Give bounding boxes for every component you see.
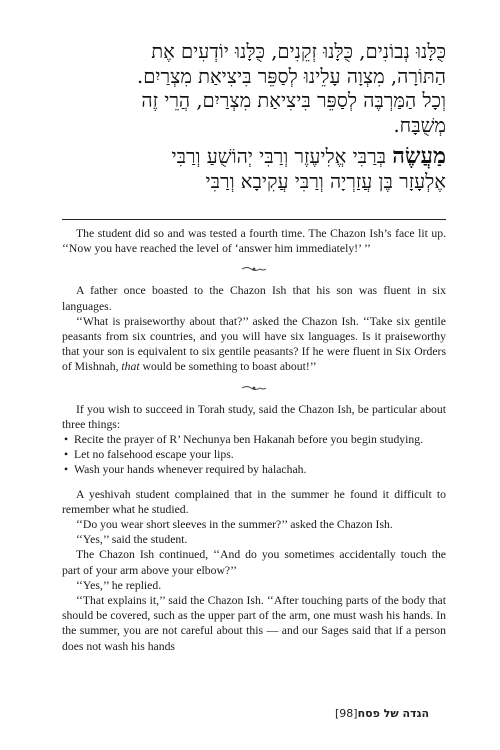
- bullet-icon: •: [64, 448, 69, 462]
- hebrew-line: [62, 144, 446, 170]
- page-footer: [335, 707, 447, 720]
- paragraph: If you wish to succeed in Torah study, said the Chazon Ish, be particular about three things:: [62, 402, 446, 431]
- paragraph-text: ‘‘What is praiseworthy about that?’’ asked the Chazon Ish. ‘‘Take six gentile peasants from six countries, and you will have six languages. Is it praiseworthy that your son is equivalent to six gentile peasants? If he were fluent in Six Orders of Mishnah,: [62, 314, 446, 374]
- hebrew-line: מְשֻׁבָּח.: [393, 113, 446, 137]
- paragraph: ‘‘That explains it,’’ said the Chazon Ish. ‘‘After touching parts of the body that should be covered, such as the upper part of the arm, one must wash his hands. In the summer, you are not careful about this — and our Sages said that if a person does not wash his hands: [62, 594, 446, 653]
- bullet-icon: •: [64, 463, 69, 477]
- paragraph: ‘‘Yes,’’ said the student.: [76, 533, 188, 547]
- hebrew-line: כֻּלָּנוּ נְבוֹנִים, כֻּלָּנוּ זְקֵנִים, כֻּלָּנוּ יוֹדְעִים אֶת: [151, 40, 446, 63]
- commentary-text: [62, 226, 446, 654]
- section-divider-line: [62, 219, 446, 220]
- emphasis-text: that: [121, 360, 140, 374]
- list-item: [62, 462, 446, 477]
- list-item-text: Let no falsehood escape your lips.: [74, 448, 234, 462]
- hebrew-line: הַתּוֹרָה, מִצְוָה עָלֵינוּ לְסַפֵּר בִּיצִיאַת מִצְרַיִם.: [137, 64, 446, 88]
- list-item: [62, 447, 446, 462]
- paragraph: ‘‘Yes,’’ he replied.: [76, 578, 162, 592]
- ornament-divider-icon: [62, 265, 446, 275]
- paragraph-text: would be something to boast about!’’: [139, 360, 317, 374]
- paragraph: The student did so and was tested a fourth time. The Chazon Ish’s face lit up. ‘‘Now you have reached the level of ‘answer him immediately!’ ’’: [62, 227, 446, 256]
- hebrew-line: וְכָל הַמַּרְבֶּה לְסַפֵּר בִּיצִיאַת מִצְרַיִם, הֲרֵי זֶה: [141, 89, 446, 112]
- paragraph: The Chazon Ish continued, ‘‘And do you sometimes accidentally touch the part of your arm above your elbow?’’: [62, 548, 446, 577]
- page-number: [98]: [334, 707, 358, 720]
- paragraph: [62, 314, 446, 375]
- paragraph: ‘‘Do you wear short sleeves in the summer?’’ asked the Chazon Ish.: [76, 518, 393, 532]
- paragraph: A yeshivah student complained that in the summer he found it difficult to remember what he studied.: [62, 487, 446, 516]
- hebrew-line-rest: בְּרַבִּי אֱלִיעֶזֶר וְרַבִּי יְהוֹשֻׁעַ וְרַבִּי: [171, 145, 393, 168]
- list-item: [62, 432, 446, 447]
- hebrew-line: אֶלְעָזָר בֶּן עֲזַרְיָה וְרַבִּי עֲקִיבָא וְרַבִּי: [205, 169, 446, 193]
- paragraph: A father once boasted to the Chazon Ish that his son was fluent in six languages.: [62, 284, 446, 313]
- list-item-text: Wash your hands whenever required by halachah.: [74, 463, 307, 477]
- list-item-text: Recite the prayer of R’ Nechunya ben Hakanah before you begin studying.: [74, 433, 423, 447]
- ornament-divider-icon: [62, 384, 446, 394]
- running-title: הגדה של פסח: [357, 707, 429, 720]
- hebrew-bold-word: מַעֲשֶׂה: [392, 143, 446, 169]
- bullet-icon: •: [64, 433, 69, 447]
- hebrew-text-block: [62, 40, 446, 194]
